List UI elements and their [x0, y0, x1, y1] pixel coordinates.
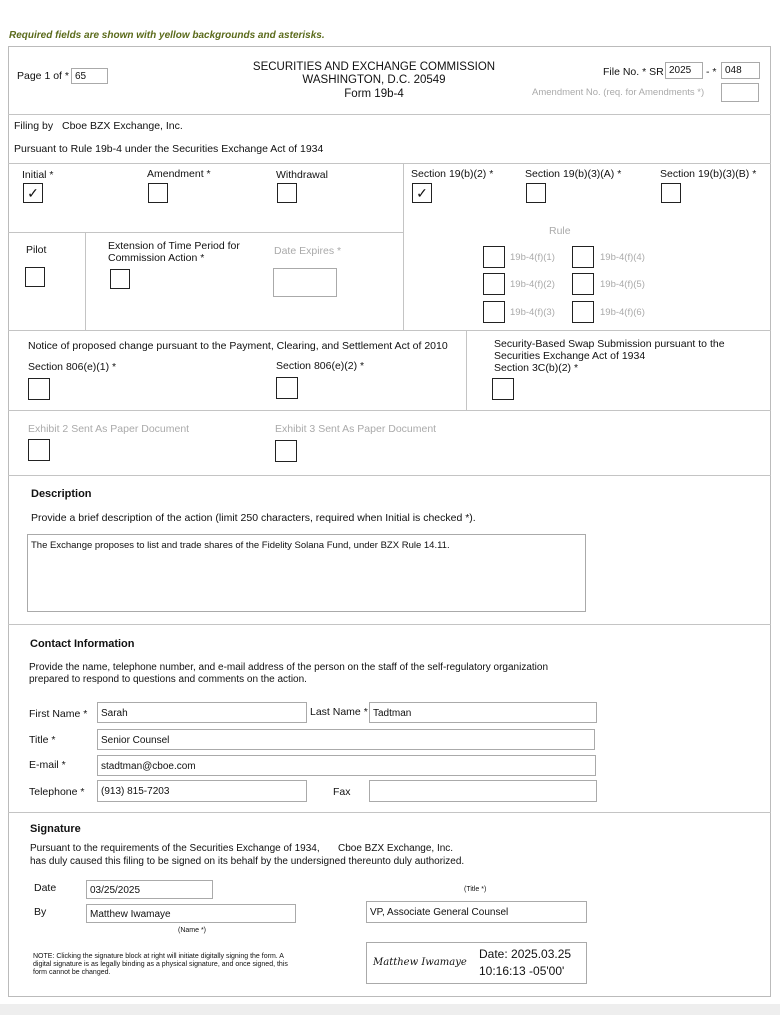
section-806e2-checkbox[interactable]: [276, 377, 298, 399]
signature-stamp-date: Date: 2025.03.25: [479, 947, 572, 961]
exhibit-2-checkbox[interactable]: [28, 439, 50, 461]
amendment-label: Amendment No. (req. for Amendments *): [532, 87, 705, 98]
file-number-input[interactable]: 048: [721, 62, 760, 79]
rule-f1-checkbox[interactable]: [483, 246, 505, 268]
file-separator: - *: [706, 66, 717, 78]
title-label: Title *: [29, 734, 56, 746]
page-bottom-bar: [0, 1004, 780, 1015]
fax-input[interactable]: [369, 780, 597, 802]
rule-f4-checkbox[interactable]: [572, 246, 594, 268]
signature-note: NOTE: Clicking the signature block at right will initiate digitally signing the form. A digital signature is as legally binding as a physical signature, and once signed, this form cannot be changed.: [33, 953, 288, 976]
email-input[interactable]: stadtman@cboe.com: [97, 755, 596, 776]
exhibit-2-label: Exhibit 2 Sent As Paper Document: [28, 423, 190, 435]
signature-text-1b: Cboe BZX Exchange, Inc.: [338, 843, 454, 854]
required-fields-notice: Required fields are shown with yellow backgrounds and asterisks.: [9, 30, 325, 41]
filing-exchange: Cboe BZX Exchange, Inc.: [62, 120, 183, 132]
name-caption: (Name *): [178, 927, 207, 934]
signature-text-2: has duly caused this filing to be signed on its behalf by the undersigned thereunto duly authorized.: [30, 856, 465, 867]
section-19b2-label: Section 19(b)(2) *: [411, 168, 494, 180]
initial-label: Initial *: [22, 169, 54, 181]
signature-title: Signature: [30, 823, 81, 835]
rule-f2-checkbox[interactable]: [483, 273, 505, 295]
date-expires-label: Date Expires *: [274, 245, 342, 257]
section-19b3a-label: Section 19(b)(3)(A) *: [525, 168, 622, 180]
form-name: Form 19b-4: [344, 88, 404, 100]
withdrawal-label: Withdrawal: [276, 169, 328, 181]
first-name-label: First Name *: [29, 708, 88, 720]
handwritten-signature: Matthew Iwamaye: [373, 957, 467, 968]
rule-f5-checkbox[interactable]: [572, 273, 594, 295]
signer-name-input[interactable]: Matthew Iwamaye: [86, 904, 296, 923]
section-806e1-label: Section 806(e)(1) *: [28, 361, 117, 373]
title-caption: (Title *): [464, 886, 487, 893]
exhibit-3-checkbox[interactable]: [275, 440, 297, 462]
section-806e2-label: Section 806(e)(2) *: [276, 360, 365, 372]
extension-checkbox[interactable]: [110, 269, 130, 289]
description-title: Description: [31, 488, 92, 500]
date-expires-input[interactable]: [273, 268, 337, 297]
section-3cb2-checkbox[interactable]: [492, 378, 514, 400]
exhibit-3-label: Exhibit 3 Sent As Paper Document: [275, 423, 437, 435]
by-label: By: [34, 906, 47, 918]
page-total-input[interactable]: 65: [71, 68, 108, 84]
signer-title-input[interactable]: VP, Associate General Counsel: [366, 901, 587, 923]
pilot-checkbox[interactable]: [25, 267, 45, 287]
amendment-input[interactable]: [721, 83, 759, 102]
signature-stamp-time: 10:16:13 -05'00': [479, 964, 565, 978]
rule-f6-label: 19b-4(f)(6): [600, 307, 645, 318]
withdrawal-checkbox[interactable]: [277, 183, 297, 203]
file-no-label: File No. * SR: [603, 66, 664, 78]
file-year-input[interactable]: 2025: [665, 62, 703, 79]
rule-f3-checkbox[interactable]: [483, 301, 505, 323]
swap-submission-label: Security-Based Swap Submission pursuant to the Securities Exchange Act of 1934: [494, 338, 725, 362]
section-19b2-checkbox[interactable]: ✓: [412, 183, 432, 203]
initial-checkbox[interactable]: ✓: [23, 183, 43, 203]
section-19b3b-checkbox[interactable]: [661, 183, 681, 203]
rule-f6-checkbox[interactable]: [572, 301, 594, 323]
email-label: E-mail *: [29, 759, 66, 771]
amendment-checkbox[interactable]: [148, 183, 168, 203]
rule-f2-label: 19b-4(f)(2): [510, 279, 555, 290]
agency-name: SECURITIES AND EXCHANGE COMMISSION: [252, 61, 496, 73]
section-806e1-checkbox[interactable]: [28, 378, 50, 400]
extension-label: Extension of Time Period for Commission Action *: [108, 240, 240, 264]
last-name-input[interactable]: Tadtman: [369, 702, 597, 723]
amendment-type-label: Amendment *: [147, 168, 211, 180]
page-label: Page 1 of *: [17, 70, 69, 82]
signature-date-input[interactable]: 03/25/2025: [86, 880, 213, 899]
contact-instructions: Provide the name, telephone number, and e-mail address of the person on the staff of the self-regulatory organization prepared to respond to questions and comments on the action.: [29, 662, 549, 685]
agency-city: WASHINGTON, D.C. 20549: [302, 74, 446, 86]
rule-f5-label: 19b-4(f)(5): [600, 279, 645, 290]
pcs-notice: Notice of proposed change pursuant to the Payment, Clearing, and Settlement Act of 2010: [28, 340, 448, 352]
rule-f1-label: 19b-4(f)(1): [510, 252, 555, 263]
title-input[interactable]: Senior Counsel: [97, 729, 595, 750]
first-name-input[interactable]: Sarah: [97, 702, 307, 723]
fax-label: Fax: [333, 786, 351, 798]
section-19b3a-checkbox[interactable]: [526, 183, 546, 203]
rule-heading: Rule: [549, 225, 571, 237]
signature-date-label: Date: [34, 882, 57, 894]
section-3cb2-label: Section 3C(b)(2) *: [494, 362, 579, 374]
signature-block[interactable]: [366, 942, 587, 984]
last-name-label: Last Name *: [310, 706, 368, 718]
rule-f4-label: 19b-4(f)(4): [600, 252, 645, 263]
pilot-label: Pilot: [26, 244, 47, 256]
description-instructions: Provide a brief description of the action (limit 250 characters, required when Initial is checked *).: [31, 512, 476, 524]
telephone-input[interactable]: (913) 815-7203: [97, 780, 307, 802]
section-19b3b-label: Section 19(b)(3)(B) *: [660, 168, 757, 180]
pursuant-rule: Pursuant to Rule 19b-4 under the Securities Exchange Act of 1934: [14, 143, 324, 155]
signature-text-1a: Pursuant to the requirements of the Securities Exchange of 1934,: [30, 843, 320, 854]
description-textarea[interactable]: The Exchange proposes to list and trade shares of the Fidelity Solana Fund, under BZX Rule 14.11.: [27, 534, 586, 612]
rule-f3-label: 19b-4(f)(3): [510, 307, 555, 318]
filing-by-label: Filing by: [14, 120, 54, 132]
contact-title: Contact Information: [30, 638, 135, 650]
telephone-label: Telephone *: [29, 786, 85, 798]
